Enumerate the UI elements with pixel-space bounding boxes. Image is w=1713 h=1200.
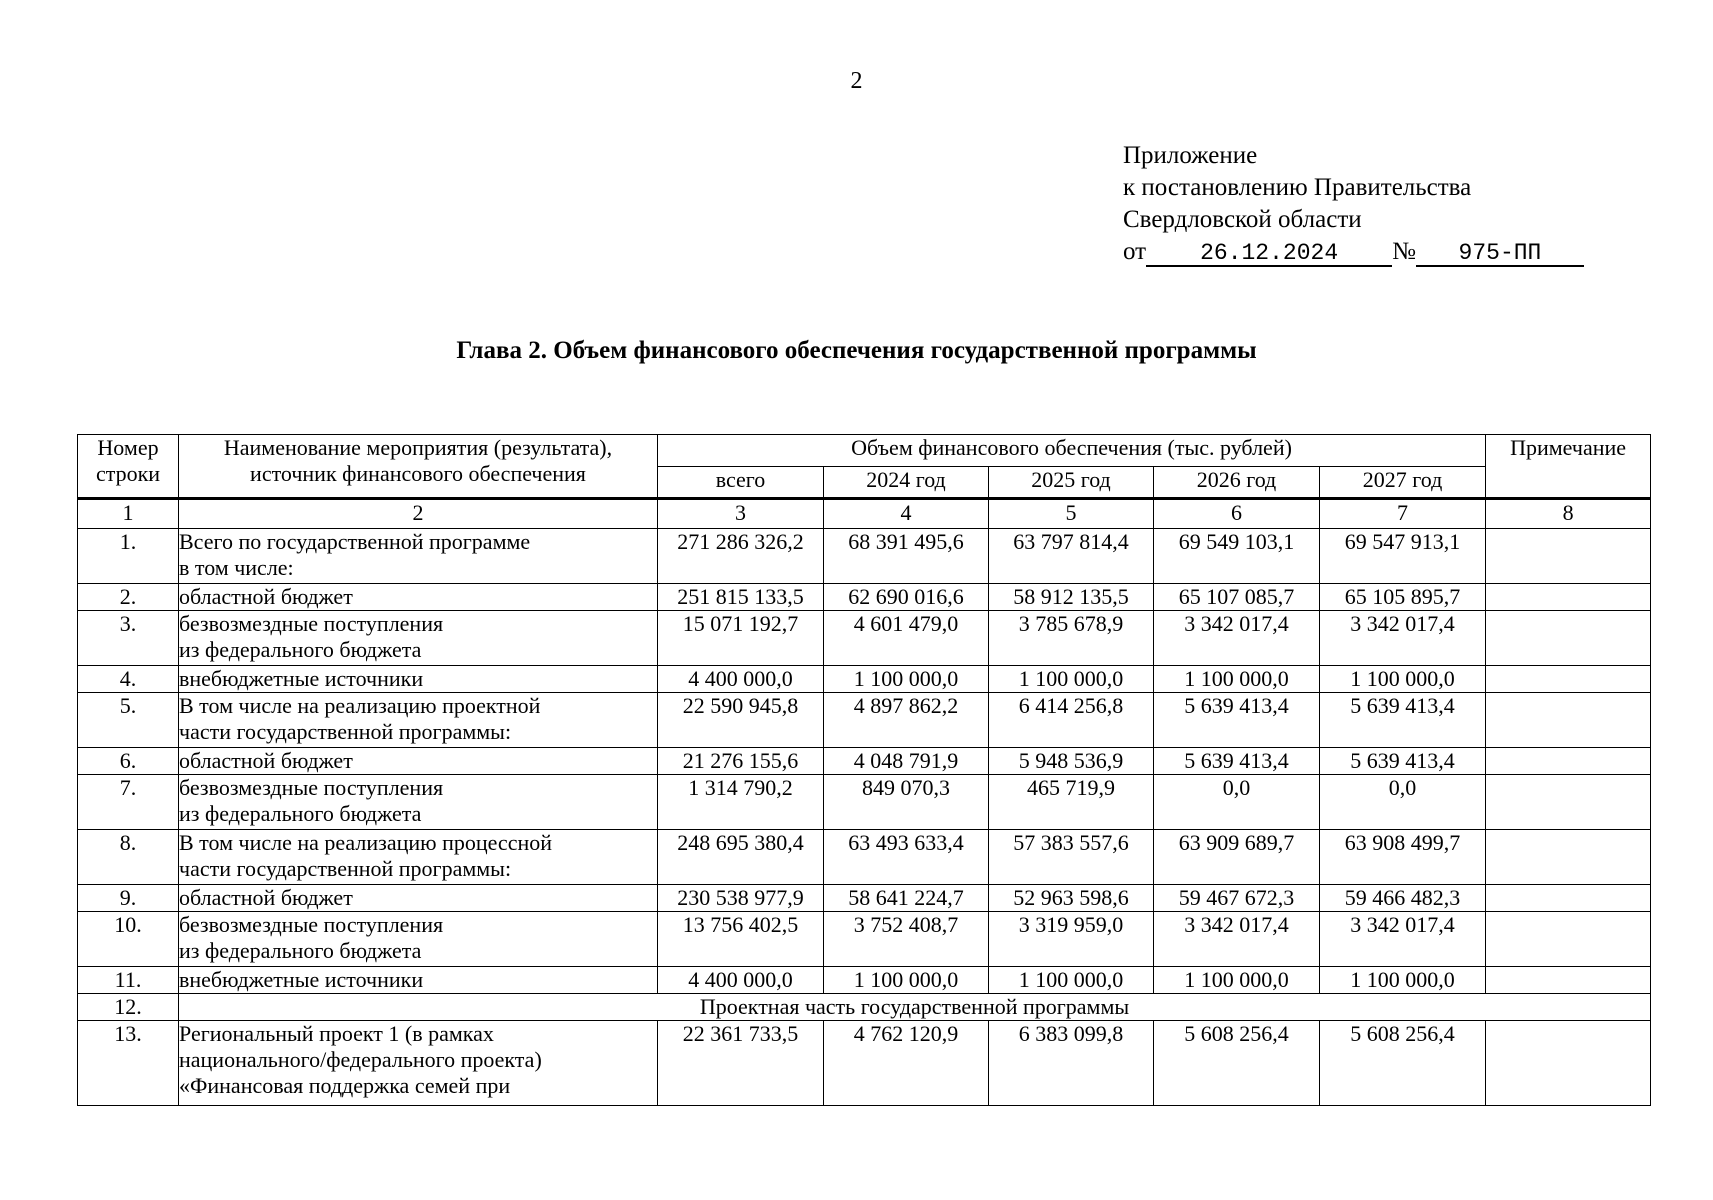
table-row [78, 885, 1651, 912]
table-row [78, 775, 1651, 830]
table-row [78, 611, 1651, 666]
value-2025: 6 383 099,8 [989, 1021, 1154, 1106]
row-number: 13. [78, 1021, 179, 1106]
value-note [1486, 830, 1651, 885]
value-2024: 1 100 000,0 [824, 967, 989, 994]
value-2024: 849 070,3 [824, 775, 989, 830]
header-row-1 [78, 435, 1651, 467]
value-2027: 69 547 913,1 [1320, 529, 1486, 584]
row-name [179, 912, 658, 967]
header-name-line-2: источник финансового обеспечения [250, 461, 586, 486]
appendix-line-2: к постановлению Правительства [1123, 174, 1472, 201]
value-2025: 5 948 536,9 [989, 748, 1154, 775]
row-name-line: в том числе: [179, 555, 294, 580]
value-2026: 5 608 256,4 [1154, 1021, 1320, 1106]
row-name-line: внебюджетные источники [179, 666, 424, 691]
value-total: 251 815 133,5 [658, 584, 824, 611]
value-note [1486, 1021, 1651, 1106]
header-row-number-line-1: Номер [97, 435, 159, 460]
header-2024: 2024 год [824, 467, 989, 499]
column-index: 3 [658, 499, 824, 529]
row-name-line: областной бюджет [179, 885, 353, 910]
value-total: 21 276 155,6 [658, 748, 824, 775]
value-2025: 465 719,9 [989, 775, 1154, 830]
value-2025: 6 414 256,8 [989, 693, 1154, 748]
value-2024: 62 690 016,6 [824, 584, 989, 611]
value-note [1486, 775, 1651, 830]
row-name [179, 967, 658, 994]
row-name-line: В том числе на реализацию проектной [179, 693, 541, 718]
header-volume: Объем финансового обеспечения (тыс. рублей) [658, 435, 1486, 467]
value-total: 22 361 733,5 [658, 1021, 824, 1106]
column-index: 8 [1486, 499, 1651, 529]
value-note [1486, 967, 1651, 994]
value-2025: 3 319 959,0 [989, 912, 1154, 967]
number-label: № [1392, 238, 1416, 265]
value-2024: 4 762 120,9 [824, 1021, 989, 1106]
row-name-line: областной бюджет [179, 584, 353, 609]
row-name-line: части государственной программы: [179, 856, 512, 881]
value-2025: 63 797 814,4 [989, 529, 1154, 584]
value-total: 230 538 977,9 [658, 885, 824, 912]
row-number: 12. [78, 994, 179, 1021]
row-name [179, 748, 658, 775]
header-2025: 2025 год [989, 467, 1154, 499]
row-number: 1. [78, 529, 179, 584]
table-row [78, 912, 1651, 967]
row-name-line: «Финансовая поддержка семей при [179, 1073, 511, 1098]
column-index: 7 [1320, 499, 1486, 529]
section-label: Проектная часть государственной программы [179, 994, 1651, 1021]
row-name-line: внебюджетные источники [179, 967, 424, 992]
value-2026: 63 909 689,7 [1154, 830, 1320, 885]
value-2024: 3 752 408,7 [824, 912, 989, 967]
value-2027: 3 342 017,4 [1320, 912, 1486, 967]
value-2026: 3 342 017,4 [1154, 611, 1320, 666]
row-number: 7. [78, 775, 179, 830]
value-2026: 1 100 000,0 [1154, 967, 1320, 994]
appendix-line-4 [1123, 236, 1584, 268]
table-row [78, 584, 1651, 611]
value-2027: 65 105 895,7 [1320, 584, 1486, 611]
value-note [1486, 693, 1651, 748]
row-name-line: из федерального бюджета [179, 637, 422, 662]
row-name [179, 693, 658, 748]
value-note [1486, 885, 1651, 912]
value-2026: 59 467 672,3 [1154, 885, 1320, 912]
column-index-row [78, 499, 1651, 529]
row-name [179, 529, 658, 584]
value-2024: 4 048 791,9 [824, 748, 989, 775]
table-row [78, 529, 1651, 584]
header-row-number [78, 435, 179, 499]
value-2026: 0,0 [1154, 775, 1320, 830]
value-total: 271 286 326,2 [658, 529, 824, 584]
row-name [179, 775, 658, 830]
value-note [1486, 912, 1651, 967]
value-2027: 1 100 000,0 [1320, 967, 1486, 994]
value-total: 4 400 000,0 [658, 967, 824, 994]
row-number: 3. [78, 611, 179, 666]
value-2026: 69 549 103,1 [1154, 529, 1320, 584]
value-2024: 63 493 633,4 [824, 830, 989, 885]
table-row [78, 967, 1651, 994]
value-2027: 3 342 017,4 [1320, 611, 1486, 666]
row-number: 2. [78, 584, 179, 611]
table-row [78, 830, 1651, 885]
header-row-number-line-2: строки [95, 461, 161, 486]
value-2024: 1 100 000,0 [824, 666, 989, 693]
value-2027: 0,0 [1320, 775, 1486, 830]
value-note [1486, 666, 1651, 693]
value-total: 248 695 380,4 [658, 830, 824, 885]
value-2027: 5 639 413,4 [1320, 693, 1486, 748]
value-total: 1 314 790,2 [658, 775, 824, 830]
value-2026: 3 342 017,4 [1154, 912, 1320, 967]
value-note [1486, 748, 1651, 775]
value-note [1486, 584, 1651, 611]
row-number: 4. [78, 666, 179, 693]
column-index: 2 [179, 499, 658, 529]
column-index: 4 [824, 499, 989, 529]
header-name [179, 435, 658, 499]
value-2024: 68 391 495,6 [824, 529, 989, 584]
page-number: 2 [850, 68, 863, 94]
row-name [179, 885, 658, 912]
value-2026: 5 639 413,4 [1154, 693, 1320, 748]
value-note [1486, 529, 1651, 584]
row-name-line: безвозмездные поступления [179, 912, 444, 937]
row-name [179, 584, 658, 611]
row-name-line: областной бюджет [179, 748, 353, 773]
row-number: 9. [78, 885, 179, 912]
header-2026: 2026 год [1154, 467, 1320, 499]
value-2026: 5 639 413,4 [1154, 748, 1320, 775]
header-2027: 2027 год [1320, 467, 1486, 499]
value-2024: 4 897 862,2 [824, 693, 989, 748]
from-label: от [1123, 238, 1147, 265]
column-index: 5 [989, 499, 1154, 529]
value-2027: 5 639 413,4 [1320, 748, 1486, 775]
row-name-line: Региональный проект 1 (в рамках [179, 1021, 494, 1046]
resolution-number: 975-ПП [1416, 241, 1584, 267]
appendix-line-1: Приложение [1123, 142, 1258, 169]
row-name-line: части государственной программы: [179, 719, 512, 744]
value-2025: 58 912 135,5 [989, 584, 1154, 611]
value-2026: 65 107 085,7 [1154, 584, 1320, 611]
row-name-line: безвозмездные поступления [179, 611, 444, 636]
value-2027: 1 100 000,0 [1320, 666, 1486, 693]
column-index: 1 [78, 499, 179, 529]
row-name-line: В том числе на реализацию процессной [179, 830, 553, 855]
table-row [78, 1021, 1651, 1106]
value-total: 15 071 192,7 [658, 611, 824, 666]
column-index: 6 [1154, 499, 1320, 529]
table-row [78, 748, 1651, 775]
financing-table [77, 434, 1651, 1106]
header-total: всего [658, 467, 824, 499]
row-name-line: Всего по государственной программе [179, 529, 531, 554]
row-name [179, 830, 658, 885]
row-name [179, 611, 658, 666]
row-number: 8. [78, 830, 179, 885]
value-2025: 1 100 000,0 [989, 666, 1154, 693]
appendix-block [1123, 140, 1584, 268]
value-2025: 52 963 598,6 [989, 885, 1154, 912]
value-note [1486, 611, 1651, 666]
row-number: 6. [78, 748, 179, 775]
value-2024: 4 601 479,0 [824, 611, 989, 666]
value-2025: 3 785 678,9 [989, 611, 1154, 666]
value-2026: 1 100 000,0 [1154, 666, 1320, 693]
chapter-title: Глава 2. Объем финансового обеспечения государственной программы [456, 337, 1257, 364]
value-2027: 59 466 482,3 [1320, 885, 1486, 912]
row-name-line: безвозмездные поступления [179, 775, 444, 800]
row-name [179, 666, 658, 693]
header-note: Примечание [1486, 435, 1651, 499]
value-2025: 1 100 000,0 [989, 967, 1154, 994]
value-2027: 5 608 256,4 [1320, 1021, 1486, 1106]
resolution-date: 26.12.2024 [1146, 241, 1392, 267]
value-2025: 57 383 557,6 [989, 830, 1154, 885]
section-row [78, 994, 1651, 1021]
header-name-line-1: Наименование мероприятия (результата), [223, 435, 613, 460]
row-name-line: из федерального бюджета [179, 938, 422, 963]
row-number: 11. [78, 967, 179, 994]
value-total: 4 400 000,0 [658, 666, 824, 693]
row-name-line: национального/федерального проекта) [179, 1047, 542, 1072]
row-name-line: из федерального бюджета [179, 801, 422, 826]
table-row [78, 666, 1651, 693]
appendix-line-3: Свердловской области [1123, 206, 1362, 233]
value-total: 22 590 945,8 [658, 693, 824, 748]
value-2024: 58 641 224,7 [824, 885, 989, 912]
value-total: 13 756 402,5 [658, 912, 824, 967]
row-name [179, 1021, 658, 1106]
value-2027: 63 908 499,7 [1320, 830, 1486, 885]
row-number: 5. [78, 693, 179, 748]
table-row [78, 693, 1651, 748]
row-number: 10. [78, 912, 179, 967]
